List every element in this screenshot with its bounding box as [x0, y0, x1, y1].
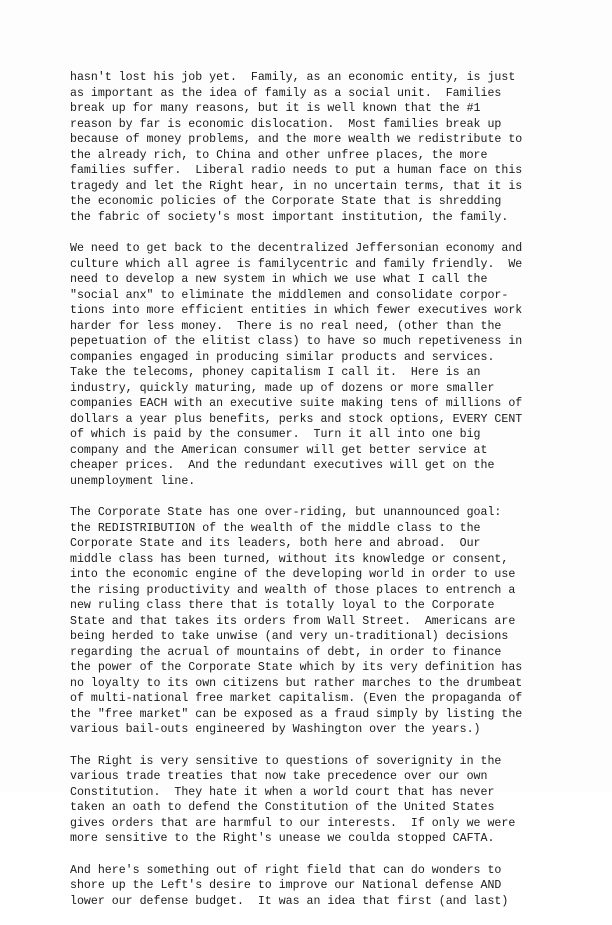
paragraph	[70, 863, 610, 910]
text-line: industry, quickly maturing, made up of dozens or more smaller	[70, 381, 495, 395]
text-line: various trade treaties that now take precedence over our own	[70, 770, 488, 783]
text-line: Constitution. They hate it when a world court that has never	[70, 785, 495, 799]
text-line: And here's something out of right field that can do wonders to	[70, 863, 502, 877]
text-line: cheaper prices. And the redundant executives will get on the	[70, 459, 495, 472]
text-line: the already rich, to China and other unfree places, the more	[70, 148, 488, 162]
text-line: Take the telecoms, phoney capitalism I call it. Here is an	[70, 366, 481, 379]
paragraph	[70, 70, 610, 225]
text-line: various bail-outs engineered by Washington over the years.)	[70, 723, 481, 736]
text-line: tions into more efficient entities in which fewer executives work	[70, 304, 523, 317]
text-line: companies EACH with an executive suite making tens of millions of	[70, 397, 523, 410]
text-line: the power of the Corporate State which by its very definition has	[70, 661, 523, 674]
text-line: pepetuation of the elitist class) to have so much repetiveness in	[70, 335, 523, 348]
text-line: The Right is very sensitive to questions of soverignity in the	[70, 754, 502, 768]
text-line: the fabric of society's most important institution, the family.	[70, 210, 509, 224]
text-line: families suffer. Liberal radio needs to put a human face on this	[70, 164, 523, 177]
text-line: being herded to take unwise (and very un-traditional) decisions	[70, 630, 509, 643]
paragraph	[70, 505, 610, 738]
text-line: need to develop a new system in which we use what I call the	[70, 273, 488, 286]
text-line: break up for many reasons, but it is well known that the #1	[70, 102, 481, 115]
text-line: of multi-national free market capitalism. (Even the propaganda of	[70, 692, 523, 705]
text-line: into the economic engine of the developing world in order to use	[70, 568, 516, 581]
text-line: dollars a year plus benefits, perks and stock options, EVERY CENT	[70, 412, 523, 426]
text-line: Corporate State and its leaders, both here and abroad. Our	[70, 537, 481, 550]
text-line: shore up the Left's desire to improve our National defense AND	[70, 879, 502, 892]
text-line: new ruling class there that is totally loyal to the Corporate	[70, 599, 495, 612]
body-text	[70, 70, 610, 925]
text-line: gives orders that are harmful to our interests. If only we were	[70, 816, 516, 830]
text-line: We need to get back to the decentralized Jeffersonian economy and	[70, 242, 523, 255]
text-line: the "free market" can be exposed as a fraud simply by listing the	[70, 707, 523, 721]
text-line: reason by far is economic dislocation. Most families break up	[70, 117, 502, 131]
text-line: "social anx" to eliminate the middlemen and consolidate corpor-	[70, 288, 509, 302]
text-line: more sensitive to the Right's unease we coulda stopped CAFTA.	[70, 832, 495, 845]
text-line: culture which all agree is familycentric and family friendly. We	[70, 257, 523, 271]
text-line: of which is paid by the consumer. Turn it all into one big	[70, 428, 481, 441]
text-line: regarding the acrual of mountains of debt, in order to finance	[70, 645, 502, 659]
text-line: companies engaged in producing similar products and services.	[70, 350, 495, 364]
text-line: unemployment line.	[70, 474, 196, 488]
paragraph	[70, 241, 610, 489]
text-line: hasn't lost his job yet. Family, as an economic entity, is just	[70, 71, 516, 84]
text-line: the REDISTRIBUTION of the wealth of the middle class to the	[70, 521, 481, 535]
text-line: the rising productivity and wealth of those places to entrench a	[70, 583, 516, 597]
text-line: State and that takes its orders from Wall Street. Americans are	[70, 614, 516, 628]
text-line: middle class has been turned, without its knowledge or consent,	[70, 552, 509, 566]
text-line: as important as the idea of family as a social unit. Families	[70, 86, 502, 100]
text-line: no loyalty to its own citizens but rather marches to the drumbeat	[70, 676, 523, 690]
text-line: harder for less money. There is no real need, (other than the	[70, 319, 502, 333]
text-line: The Corporate State has one over-riding, but unannounced goal:	[70, 506, 502, 519]
text-line: taken an oath to defend the Constitution of the United States	[70, 801, 495, 814]
text-line: tragedy and let the Right hear, in no uncertain terms, that it is	[70, 179, 523, 193]
text-line: because of money problems, and the more wealth we redistribute to	[70, 133, 523, 146]
text-line: company and the American consumer will get better service at	[70, 443, 488, 457]
text-line: the economic policies of the Corporate State that is shredding	[70, 195, 502, 208]
text-line: lower our defense budget. It was an idea that first (and last)	[70, 894, 509, 908]
paragraph	[70, 754, 610, 847]
